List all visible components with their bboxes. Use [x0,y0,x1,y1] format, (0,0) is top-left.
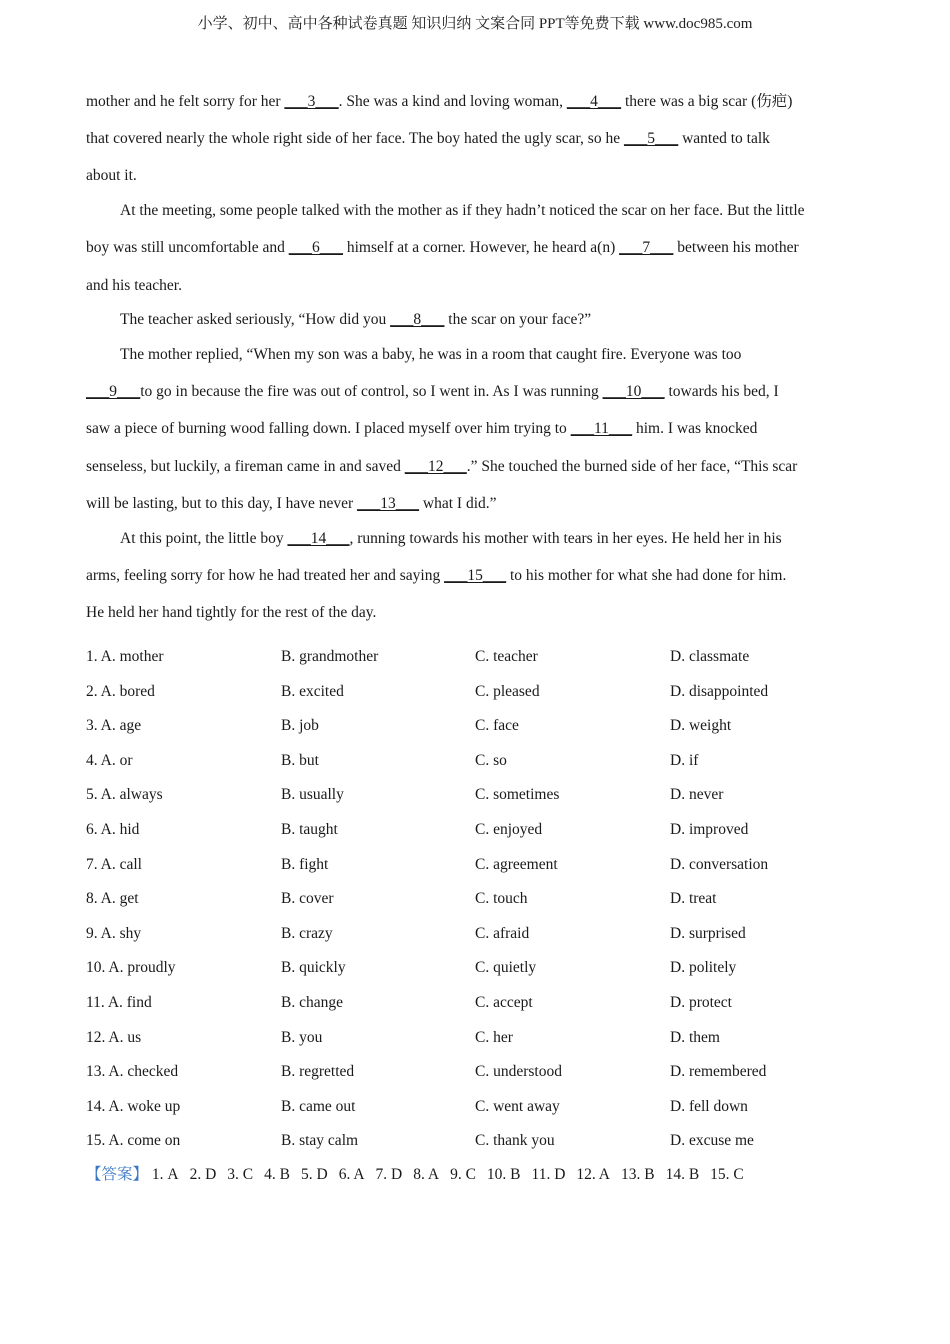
passage-line [86,566,786,586]
answer-key [86,1164,755,1186]
blank: ___9___ [86,383,141,400]
answer-item: 8. A [413,1166,440,1183]
option-item: D. improved [670,821,749,838]
answer-item: 6. A [338,1166,365,1183]
passage-text: the scar on your face?” [444,311,592,328]
passage-line [120,310,591,330]
passage-text: He held her hand tightly for the rest of the day. [86,604,377,621]
answer-item: 5. D [300,1166,328,1183]
passage-line [120,345,741,365]
option-item: C. face [475,717,519,734]
answer-item: 10. B [486,1166,521,1183]
passage-line [86,419,757,439]
option-item: B. stay calm [281,1132,359,1149]
blank: ___10___ [602,383,665,400]
passage-line [86,166,137,186]
option-item: 7. A. call [86,856,142,873]
passage-text: arms, feeling sorry for how he had treated her and saying [86,567,445,584]
option-item: 10. A. proudly [86,959,176,976]
passage-text: him. I was knocked [632,420,758,437]
answer-item: 14. B [665,1166,700,1183]
option-item: C. afraid [475,925,530,942]
option-item: D. treat [670,890,717,907]
passage-line [120,529,782,549]
option-item: B. usually [281,786,344,803]
option-item: 6. A. hid [86,821,140,838]
passage-text: , running towards his mother with tears in her eyes. He held her in his [349,530,782,547]
blank: ___5___ [623,130,679,147]
passage-text: himself at a corner. However, he heard a(n) [343,239,620,256]
passage-line [86,382,779,402]
blank: ___13___ [357,495,420,512]
answer-item: 12. A [576,1166,610,1183]
option-item: B. grandmother [281,648,379,665]
option-item: C. teacher [475,648,538,665]
option-item: C. so [475,752,507,769]
option-item: D. weight [670,717,732,734]
option-item: C. thank you [475,1132,555,1149]
option-item: 3. A. age [86,717,142,734]
option-item: D. conversation [670,856,769,873]
option-item: B. change [281,994,343,1011]
option-item: C. accept [475,994,533,1011]
answer-item: 11. D [531,1166,566,1183]
passage-text: mother and he felt sorry for her [86,93,285,110]
answer-item: 9. C [450,1166,476,1183]
option-item: C. agreement [475,856,558,873]
option-item: 4. A. or [86,752,133,769]
blank: ___6___ [288,239,343,256]
answer-item: 13. B [620,1166,655,1183]
blank: ___3___ [284,93,339,110]
option-item: B. regretted [281,1063,355,1080]
option-item: D. disappointed [670,683,769,700]
passage-text: between his mother [673,239,799,256]
option-item: D. surprised [670,925,746,942]
option-item: C. quietly [475,959,537,976]
passage-line [86,494,497,514]
passage-text: to go in because the fire was out of control, so I went in. As I was running [140,383,603,400]
passage-text: The mother replied, “When my son was a baby, he was in a room that caught fire. Everyone was too [120,346,742,363]
passage-text: boy was still uncomfortable and [86,239,289,256]
blank: ___8___ [390,311,445,328]
passage-text: . She was a kind and loving woman, [338,93,567,110]
passage-line [86,276,182,296]
passage-text: wanted to talk [678,130,770,147]
passage-text: senseless, but luckily, a fireman came in and saved [86,458,405,475]
option-item: C. her [475,1029,513,1046]
option-item: D. if [670,752,699,769]
option-item: D. protect [670,994,732,1011]
option-item: 14. A. woke up [86,1098,181,1115]
option-item: 1. A. mother [86,648,164,665]
option-item: B. excited [281,683,344,700]
option-item: C. sometimes [475,786,560,803]
option-item: C. enjoyed [475,821,543,838]
option-item: B. quickly [281,959,346,976]
option-item: C. understood [475,1063,562,1080]
passage-line [120,201,805,221]
passage-text: saw a piece of burning wood falling down. I placed myself over him trying to [86,420,571,437]
passage-line [86,457,797,477]
option-item: 12. A. us [86,1029,142,1046]
option-item: 11. A. find [86,994,152,1011]
blank: ___15___ [444,567,507,584]
answer-item: 3. C [227,1166,254,1183]
blank: ___14___ [287,530,350,547]
option-item: B. cover [281,890,334,907]
passage-text: and his teacher. [86,277,182,294]
passage-text: that covered nearly the whole right side of her face. The boy hated the ugly scar, so he [86,130,624,147]
answer-item: 7. D [375,1166,403,1183]
option-item: D. excuse me [670,1132,754,1149]
option-item: D. politely [670,959,737,976]
blank: ___12___ [404,458,467,475]
passage-line [86,238,799,258]
passage-line [86,92,792,112]
passage-text: to his mother for what she had done for him. [506,567,787,584]
option-item: C. went away [475,1098,560,1115]
passage-text: there was a big scar (伤疤) [621,93,793,110]
answer-item: 2. D [189,1166,217,1183]
passage-line [86,603,376,623]
option-item: D. remembered [670,1063,767,1080]
option-item: B. but [281,752,319,769]
option-item: B. job [281,717,319,734]
option-item: D. them [670,1029,720,1046]
option-item: D. fell down [670,1098,748,1115]
answer-item: 1. A [151,1166,179,1183]
passage-text: At the meeting, some people talked with the mother as if they hadn’t noticed the scar on her face. But the little [120,202,805,219]
option-item: B. fight [281,856,329,873]
answer-item: 4. B [264,1166,290,1183]
option-item: B. crazy [281,925,333,942]
passage-text: towards his bed, I [664,383,779,400]
option-item: B. you [281,1029,323,1046]
option-item: 9. A. shy [86,925,142,942]
option-item: 5. A. always [86,786,163,803]
option-item: D. classmate [670,648,750,665]
option-item: B. taught [281,821,338,838]
passage-text: will be lasting, but to this day, I have never [86,495,358,512]
passage-text: about it. [86,167,137,184]
option-item: 13. A. checked [86,1063,179,1080]
option-item: B. came out [281,1098,356,1115]
option-item: 15. A. come on [86,1132,181,1149]
passage-text: The teacher asked seriously, “How did you [120,311,391,328]
passage-line [86,129,770,149]
option-item: C. touch [475,890,528,907]
option-item: C. pleased [475,683,540,700]
passage-text: .” She touched the burned side of her face, “This scar [466,458,798,475]
passage-text: At this point, the little boy [120,530,288,547]
blank: ___7___ [619,239,674,256]
option-item: 2. A. bored [86,683,155,700]
blank: ___11___ [570,420,633,437]
option-item: 8. A. get [86,890,139,907]
page-header: 小学、初中、高中各种试卷真题 知识归纳 文案合同 PPT等免费下载 www.doc985.com [197,16,753,32]
blank: ___4___ [566,93,622,110]
passage-text: what I did.” [419,495,497,512]
answer-tag: 【答案】 [86,1166,149,1183]
answer-item: 15. C [710,1166,744,1183]
option-item: D. never [670,786,724,803]
